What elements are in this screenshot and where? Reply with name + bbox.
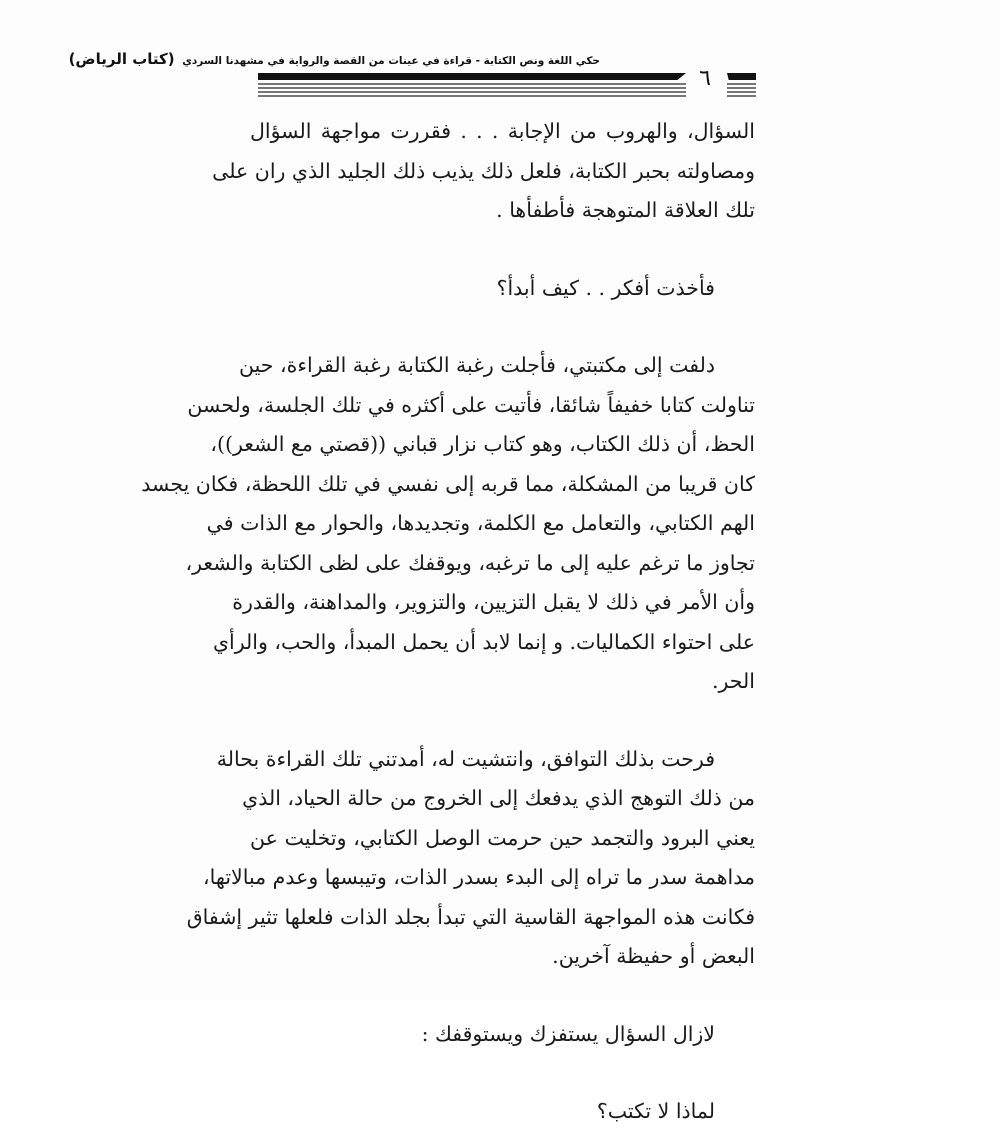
header-rule-right — [727, 73, 756, 99]
text-line: الحظ، أن ذلك الكتاب، وهو كتاب نزار قباني ((قصتي مع الشعر))، — [210, 432, 755, 456]
text-line: فرحت بذلك التوافق، وانتشيت له، أمدتني تلك القراءة بحالة — [216, 746, 715, 771]
text-line: تجاوز ما ترغم عليه إلى ما ترغبه، ويوقفك على لظى الكتابة والشعر، — [185, 550, 755, 575]
page-number: ٦ — [699, 66, 711, 91]
running-header — [68, 49, 600, 71]
text-line: لازال السؤال يستفزك ويستوقفك : — [421, 1021, 715, 1046]
paragraph — [141, 346, 755, 702]
text-line: الحر. — [711, 669, 755, 693]
book-series-label: (كتاب الرياض) — [68, 50, 175, 68]
text-line: يعني البرود والتجمد حين حرمت الوصل الكتابي، وتخليت عن — [250, 825, 755, 850]
paragraph — [186, 740, 755, 977]
paragraph — [250, 1015, 755, 1055]
paragraph — [212, 112, 755, 231]
text-line: دلفت إلى مكتبتي، فأجلت رغبة الكتابة رغبة القراءة، حين — [239, 353, 715, 377]
text-line: البعض أو حفيظة آخرين. — [552, 944, 755, 968]
text-line: لماذا لا تكتب؟ — [596, 1099, 715, 1123]
text-line: الهم الكتابي، والتعامل مع الكلمة، وتجديدها، والحوار مع الذات في — [206, 511, 755, 535]
text-line: على احتواء الكماليات. و إنما لابد أن يحمل المبدأ، والحب، والرأي — [213, 629, 755, 654]
text-line: مداهمة سدر ما تراه إلى البدء بسدر الذات، وتيبسها وعدم مبالاتها، — [203, 865, 755, 889]
header-rule-left — [258, 73, 686, 99]
text-line: ومصاولته بحبر الكتابة، فلعل ذلك يذيب ذلك الجليد الذي ران على — [212, 158, 755, 183]
text-line: تناولت كتابا خفيفاً شائقا، فأتيت على أكثره في تلك الجلسة، ولحسن — [187, 392, 755, 417]
text-line: تلك العلاقة المتوهجة فأطفأها . — [496, 198, 755, 222]
paragraph — [250, 1092, 755, 1132]
text-line: السؤال، والهروب من الإجابة . . . فقررت مواجهة السؤال — [250, 119, 755, 143]
text-line: من ذلك التوهج الذي يدفعك إلى الخروج من حالة الحياد، الذي — [242, 786, 755, 810]
text-line: فأخذت أفكر . . كيف أبدأ؟ — [496, 275, 715, 300]
text-line: وأن الأمر في ذلك لا يقبل التزيين، والتزوير، والمداهنة، والقدرة — [232, 590, 755, 614]
text-line: فكانت هذه المواجهة القاسية التي تبدأ بجلد الذات فلعلها تثير إشفاق — [186, 904, 755, 929]
running-title: حكي اللغة ونص الكتابة - قراءة في عينات من القصة والرواية في مشهدنا السردي — [182, 55, 600, 67]
text-line: كان قريبا من المشكلة، مما قربه إلى نفسي في تلك اللحظة، فكان يجسد — [141, 471, 755, 496]
paragraph — [250, 269, 755, 309]
body-text — [141, 112, 755, 1132]
